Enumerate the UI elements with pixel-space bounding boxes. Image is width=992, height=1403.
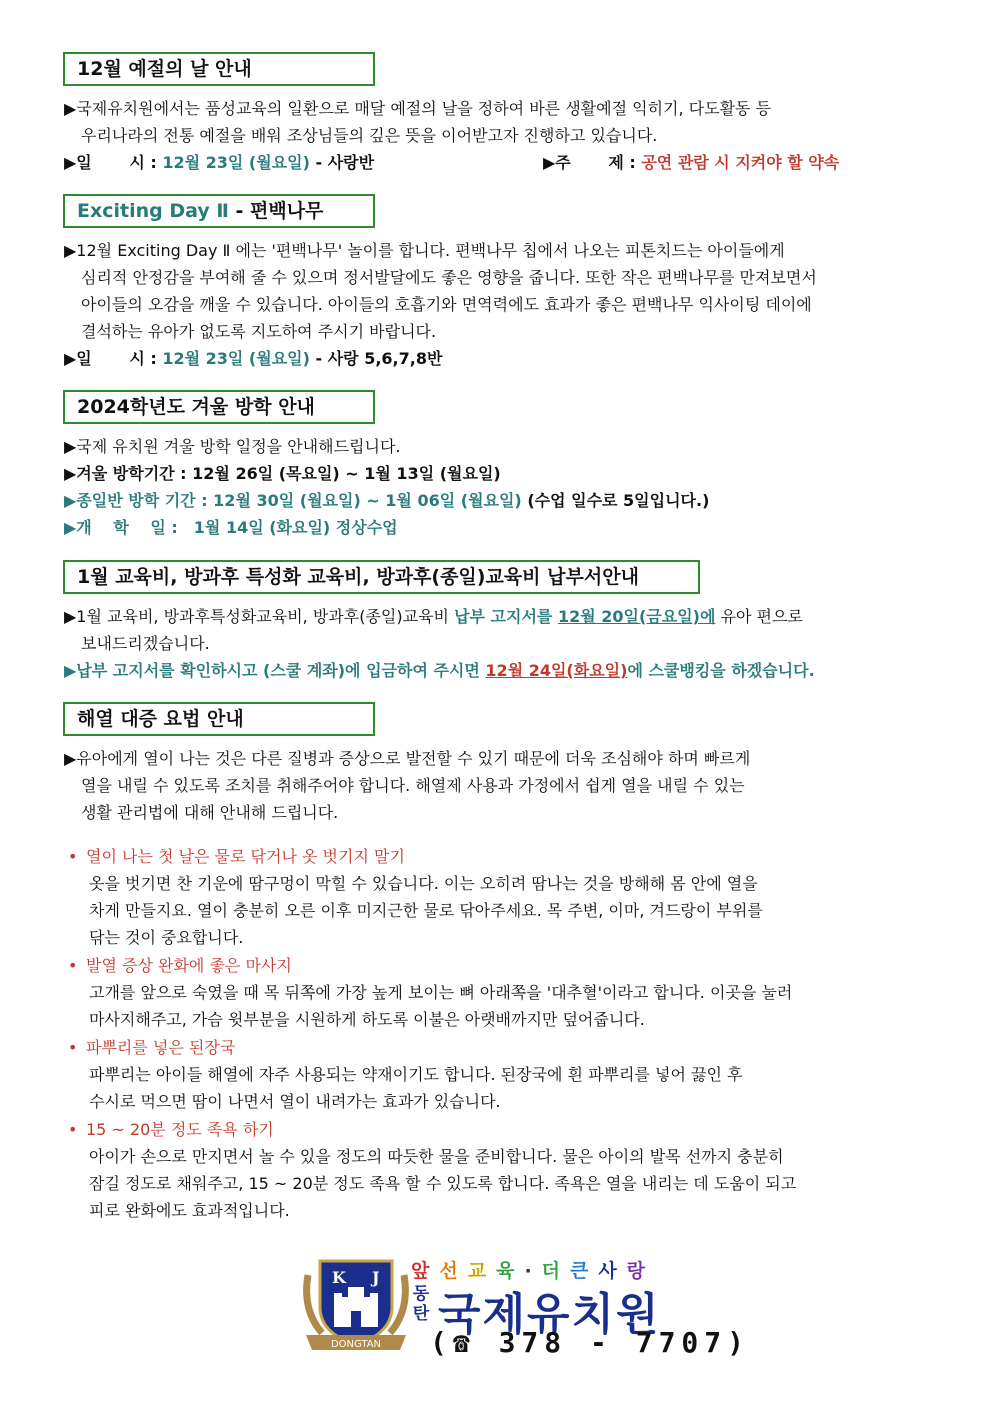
tip-heading-text: 파뿌리를 넣은 된장국 xyxy=(86,1038,236,1057)
topic-value: 공연 관람 시 지켜야 할 약속 xyxy=(641,153,840,172)
section-title-text-a: Exciting Day Ⅱ xyxy=(77,200,229,222)
tip-body-line: 마사지해주고, 가슴 윗부분을 시원하게 하도록 이불은 아랫배까지만 덮어줍니다. xyxy=(89,1010,645,1029)
tip-body-line: 잠길 정도로 채워주고, 15 ~ 20분 정도 족욕 할 수 있도록 합니다. 족욕은 열을 내리는 데 도움이 되고 xyxy=(89,1174,797,1193)
date-row xyxy=(64,345,932,372)
tip-body-line: 차게 만들지요. 열이 충분히 오른 이후 미지근한 물로 닦아주세요. 목 주변, 이마, 겨드랑이 부위를 xyxy=(89,901,763,920)
paragraph-line: 아이들의 오감을 깨울 수 있습니다. 아이들의 호흡기와 면역력에도 효과가 좋은 편백나무 익사이팅 데이에 xyxy=(81,295,812,314)
break-period: ▶겨울 방학기간 : 12월 26일 (목요일) ~ 1월 13일 (월요일) xyxy=(64,464,501,483)
school-start: ▶개 학 일 : 1월 14일 (화요일) 정상수업 xyxy=(64,518,398,537)
paragraph-line: ▶국제유치원에서는 품성교육의 일환으로 매달 예절의 날을 정하여 바른 생활예절 익히기, 다도활동 등 xyxy=(64,99,772,118)
tuition-text-end: 유아 편으로 xyxy=(715,607,803,626)
paragraph-line: ▶12월 Exciting Day Ⅱ 에는 '편백나무' 놀이를 합니다. 편백나무 칩에서 나오는 피톤치드는 아이들에게 xyxy=(64,241,785,260)
section-title-text: 12월 예절의 날 안내 xyxy=(77,58,252,80)
tuition-highlight: 납부 고지서를 xyxy=(454,607,558,626)
bullet-icon: • xyxy=(68,1120,78,1139)
slogan-char: 큰 xyxy=(570,1260,599,1282)
date-suffix: - 사랑반 xyxy=(315,153,375,172)
region-char: 동 xyxy=(412,1284,430,1304)
allday-break-note: (수업 일수로 5일입니다.) xyxy=(521,491,710,510)
tip-heading-text: 발열 증상 완화에 좋은 마사지 xyxy=(86,956,292,975)
tuition-date: 12월 20일(금요일)에 xyxy=(557,607,716,626)
section-title-text: 해열 대증 요법 안내 xyxy=(77,708,244,730)
slogan-char: 사 xyxy=(598,1260,627,1282)
bullet-icon: • xyxy=(68,956,78,975)
paragraph-line xyxy=(64,603,932,630)
section-title-tuition xyxy=(63,560,700,594)
tip-body-line: 옷을 벗기면 찬 기운에 땀구멍이 막힐 수 있습니다. 이는 오히려 땀나는 것을 방해해 몸 안에 열을 xyxy=(89,874,758,893)
allday-break-period xyxy=(64,487,932,514)
tip-heading xyxy=(68,1034,932,1061)
logo-letter: J xyxy=(372,1268,380,1287)
section-title-winter-break xyxy=(63,390,375,424)
banking-text: ▶납부 고지서를 확인하시고 (스쿨 계좌)에 입금하여 주시면 xyxy=(64,661,486,680)
region-label xyxy=(410,1284,432,1324)
tip-heading xyxy=(68,843,932,870)
section-title-etiquette xyxy=(63,52,375,86)
tip-body-line: 고개를 앞으로 숙였을 때 목 뒤쪽에 가장 높게 보이는 뼈 아래쪽을 '대추혈'이라고 합니다. 이곳을 눌러 xyxy=(89,983,793,1002)
section-title-text: 1월 교육비, 방과후 특성화 교육비, 방과후(종일)교육비 납부서안내 xyxy=(77,566,639,588)
phone-number: (☎ 378 - 7707) xyxy=(430,1326,751,1359)
section-title-exciting-day xyxy=(63,194,375,228)
topic-row xyxy=(543,149,932,176)
logo-banner-text: DONGTAN xyxy=(330,1339,382,1350)
date-value: 12월 23일 (월요일) xyxy=(162,153,310,172)
tip-heading xyxy=(68,1116,932,1143)
tip-body-line: 수시로 먹으면 땀이 나면서 열이 내려가는 효과가 있습니다. xyxy=(89,1092,501,1111)
slogan-char: 랑 xyxy=(626,1260,656,1282)
tip-heading xyxy=(68,952,932,979)
banking-notice xyxy=(64,657,932,684)
banking-text-end: 에 스쿨뱅킹을 하겠습니다. xyxy=(627,661,815,680)
tip-body-line: 피로 완화에도 효과적입니다. xyxy=(89,1201,290,1220)
topic-label: ▶주 제 : xyxy=(543,153,636,172)
section-title-text: 2024학년도 겨울 방학 안내 xyxy=(77,396,315,418)
allday-break-dates: ▶종일반 방학 기간 : 12월 30일 (월요일) ~ 1월 06일 (월요일) xyxy=(64,491,522,510)
slogan-char: 육 xyxy=(496,1260,525,1282)
paragraph-line: 열을 내릴 수 있도록 조치를 취해주어야 합니다. 해열제 사용과 가정에서 쉽게 열을 내릴 수 있는 xyxy=(81,776,745,795)
slogan-char: 선 xyxy=(439,1260,468,1282)
tip-body-line: 아이가 손으로 만지면서 놀 수 있을 정도의 따듯한 물을 준비합니다. 물은 아이의 발목 선까지 충분히 xyxy=(89,1147,784,1166)
paragraph-line: 심리적 안정감을 부여해 줄 수 있으며 정서발달에도 좋은 영향을 줍니다. 또한 작은 편백나무를 만져보면서 xyxy=(81,268,817,287)
bullet-icon: • xyxy=(68,1038,78,1057)
paragraph-line: 결석하는 유아가 없도록 지도하여 주시기 바랍니다. xyxy=(81,322,437,341)
slogan-char: 교 xyxy=(467,1260,497,1282)
section-title-text-b: - 편백나무 xyxy=(228,200,324,222)
paragraph-line: ▶유아에게 열이 나는 것은 다른 질병과 증상으로 발전할 수 있기 때문에 더욱 조심해야 하며 빠르게 xyxy=(64,749,751,768)
paragraph-line: 우리나라의 전통 예절을 배워 조상님들의 깊은 뜻을 이어받고자 진행하고 있습니다. xyxy=(81,126,658,145)
tip-body-line: 닦는 것이 중요합니다. xyxy=(89,928,244,947)
logo-letter: K xyxy=(332,1268,346,1287)
paragraph-line: 보내드리겠습니다. xyxy=(81,634,210,653)
banking-date: 12월 24일(화요일) xyxy=(485,661,628,680)
date-suffix: - 사랑 5,6,7,8반 xyxy=(315,349,443,368)
kindergarten-name: 국제유치원 xyxy=(438,1289,661,1340)
paragraph-line: ▶국제 유치원 겨울 방학 일정을 안내해드립니다. xyxy=(64,437,401,456)
paragraph-line: 생활 관리법에 대해 안내해 드립니다. xyxy=(81,803,339,822)
slogan-char: 더 xyxy=(541,1260,571,1282)
section-title-fever xyxy=(63,702,375,736)
tuition-text: ▶1월 교육비, 방과후특성화교육비, 방과후(종일)교육비 xyxy=(64,607,455,626)
region-char: 탄 xyxy=(412,1304,430,1324)
tip-body-line: 파뿌리는 아이들 해열에 자주 사용되는 약재이기도 합니다. 된장국에 흰 파뿌리를 넣어 끓인 후 xyxy=(89,1065,743,1084)
kindergarten-logo xyxy=(296,1255,416,1355)
slogan-char: 앞 xyxy=(411,1260,440,1282)
bullet-icon: • xyxy=(68,847,78,866)
slogan-char: · xyxy=(524,1260,542,1282)
tip-heading-text: 15 ~ 20분 정도 족욕 하기 xyxy=(86,1120,274,1139)
tip-heading-text: 열이 나는 첫 날은 물로 닦거나 옷 벗기지 말기 xyxy=(86,847,405,866)
date-label: ▶일 시 : xyxy=(64,349,157,368)
date-label: ▶일 시 : xyxy=(64,153,157,172)
date-value: 12월 23일 (월요일) xyxy=(162,349,310,368)
